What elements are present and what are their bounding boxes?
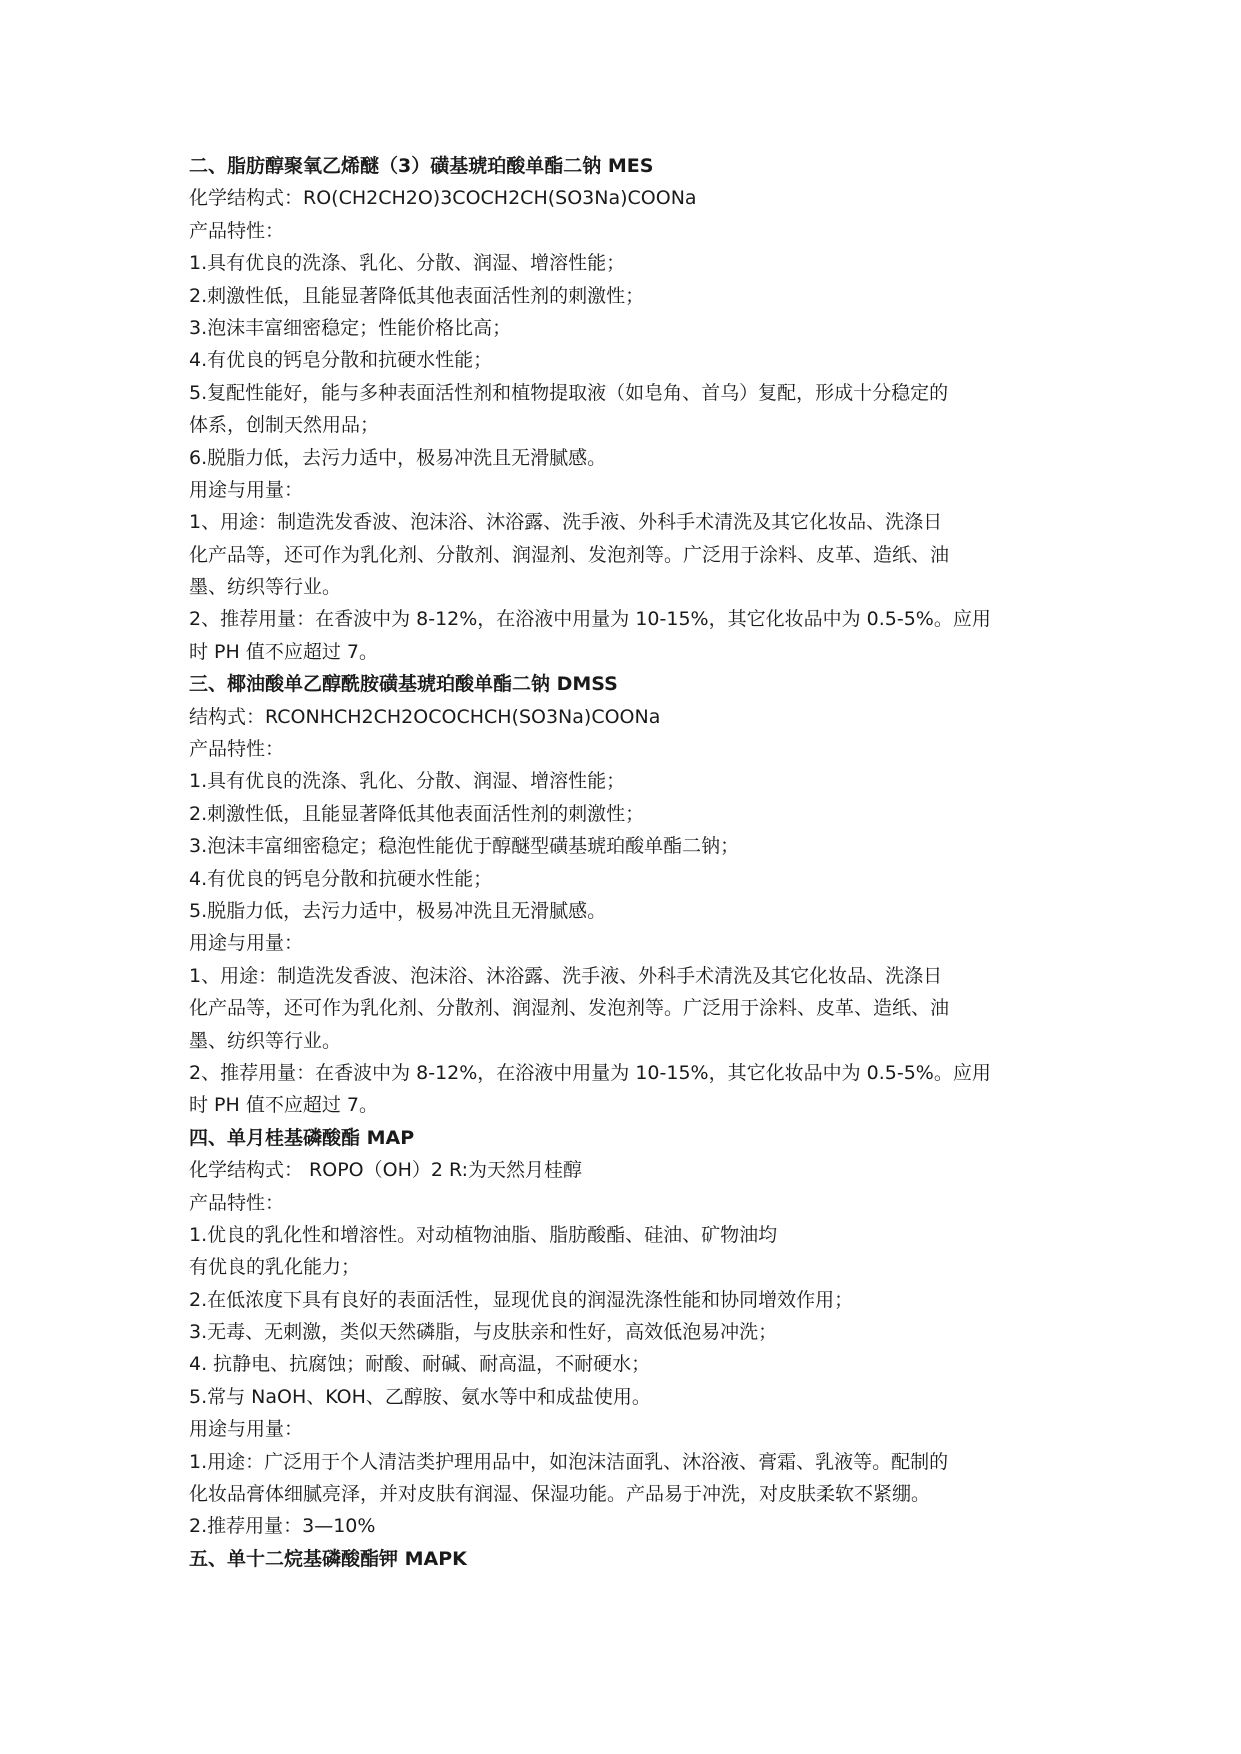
section-heading: 五、单十二烷基磷酸酯钾 MAPK: [189, 1547, 467, 1570]
section-dmss: [189, 668, 1069, 1121]
text-line: 产品特性：: [189, 738, 285, 761]
text-line: 4.有优良的钙皂分散和抗硬水性能；: [189, 349, 493, 372]
text-line: 化产品等，还可作为乳化剂、分散剂、润湿剂、发泡剂等。广泛用于涂料、皮革、造纸、油: [189, 543, 950, 566]
text-line: 化妆品膏体细腻亮泽，并对皮肤有润湿、保湿功能。产品易于冲洗，对皮肤柔软不紧绷。: [189, 1483, 931, 1506]
text-line: 用途与用量：: [189, 1418, 304, 1441]
text-line: 1、用途：制造洗发香波、泡沫浴、沐浴露、洗手液、外科手术清洗及其它化妆品、洗涤日: [189, 964, 943, 987]
text-line: 用途与用量：: [189, 478, 304, 501]
text-line: 1.用途：广泛用于个人清洁类护理用品中，如泡沫洁面乳、沐浴液、膏霜、乳液等。配制的: [189, 1450, 949, 1473]
text-line: 墨、纺织等行业。: [189, 1029, 342, 1052]
text-line: 产品特性：: [189, 1191, 285, 1214]
text-line: 1.优良的乳化性和增溶性。对动植物油脂、脂肪酸酯、硅油、矿物油均: [189, 1223, 778, 1246]
text-line: 6.脱脂力低，去污力适中，极易冲洗且无滑腻感。: [189, 446, 607, 469]
text-line: 有优良的乳化能力；: [189, 1256, 361, 1279]
text-line: 1.具有优良的洗涤、乳化、分散、润湿、增溶性能；: [189, 252, 626, 275]
text-line: 结构式：RCONHCH2CH2OCOCHCH(SO3Na)COONa: [189, 705, 661, 728]
text-line: 3.泡沫丰富细密稳定；稳泡性能优于醇醚型磺基琥珀酸单酯二钠；: [189, 835, 740, 858]
section-map: [189, 1122, 1069, 1543]
text-line: 用途与用量：: [189, 932, 304, 955]
text-line: 化学结构式：RO(CH2CH2O)3COCH2CH(SO3Na)COONa: [189, 187, 697, 210]
text-line: 化学结构式： ROPO（OH）2 R:为天然月桂醇: [189, 1159, 582, 1182]
section-mes: [189, 150, 1069, 668]
text-line: 2.刺激性低，且能显著降低其他表面活性剂的刺激性；: [189, 284, 645, 307]
text-line: 1.具有优良的洗涤、乳化、分散、润湿、增溶性能；: [189, 770, 626, 793]
text-line: 5.脱脂力低，去污力适中，极易冲洗且无滑腻感。: [189, 899, 607, 922]
text-line: 化产品等，还可作为乳化剂、分散剂、润湿剂、发泡剂等。广泛用于涂料、皮革、造纸、油: [189, 997, 950, 1020]
text-line: 2、推荐用量：在香波中为 8-12%，在浴液中用量为 10-15%，其它化妆品中为 0.5-5%。应用: [189, 1061, 991, 1084]
text-line: 3.泡沫丰富细密稳定；性能价格比高；: [189, 316, 512, 339]
text-line: 3.无毒、无刺激，类似天然磷脂，与皮肤亲和性好，高效低泡易冲洗；: [189, 1321, 778, 1344]
section-heading: 三、椰油酸单乙醇酰胺磺基琥珀酸单酯二钠 DMSS: [189, 673, 618, 696]
text-line: 2.刺激性低，且能显著降低其他表面活性剂的刺激性；: [189, 802, 645, 825]
text-line: 2、推荐用量：在香波中为 8-12%，在浴液中用量为 10-15%，其它化妆品中为 0.5-5%。应用: [189, 608, 991, 631]
document-page: [189, 150, 1069, 1575]
text-line: 时 PH 值不应超过 7。: [189, 640, 378, 663]
text-line: 2.推荐用量：3—10%: [189, 1515, 376, 1538]
section-mapk: [189, 1543, 1069, 1575]
section-heading: 四、单月桂基磷酸酯 MAP: [189, 1126, 415, 1149]
text-line: 产品特性：: [189, 219, 285, 242]
text-line: 4. 抗静电、抗腐蚀；耐酸、耐碱、耐高温，不耐硬水；: [189, 1353, 651, 1376]
text-line: 2.在低浓度下具有良好的表面活性，显现优良的润湿洗涤性能和协同增效作用；: [189, 1288, 854, 1311]
text-line: 时 PH 值不应超过 7。: [189, 1094, 378, 1117]
section-heading: 二、脂肪醇聚氧乙烯醚（3）磺基琥珀酸单酯二钠 MES: [189, 155, 654, 177]
text-line: 体系，创制天然用品；: [189, 414, 380, 437]
text-line: 4.有优良的钙皂分散和抗硬水性能；: [189, 867, 493, 890]
text-line: 5.复配性能好，能与多种表面活性剂和植物提取液（如皂角、首乌）复配，形成十分稳定的: [189, 381, 949, 404]
text-line: 5.常与 NaOH、KOH、乙醇胺、氨水等中和成盐使用。: [189, 1385, 651, 1408]
text-line: 1、用途：制造洗发香波、泡沫浴、沐浴露、洗手液、外科手术清洗及其它化妆品、洗涤日: [189, 511, 943, 534]
text-line: 墨、纺织等行业。: [189, 576, 342, 599]
